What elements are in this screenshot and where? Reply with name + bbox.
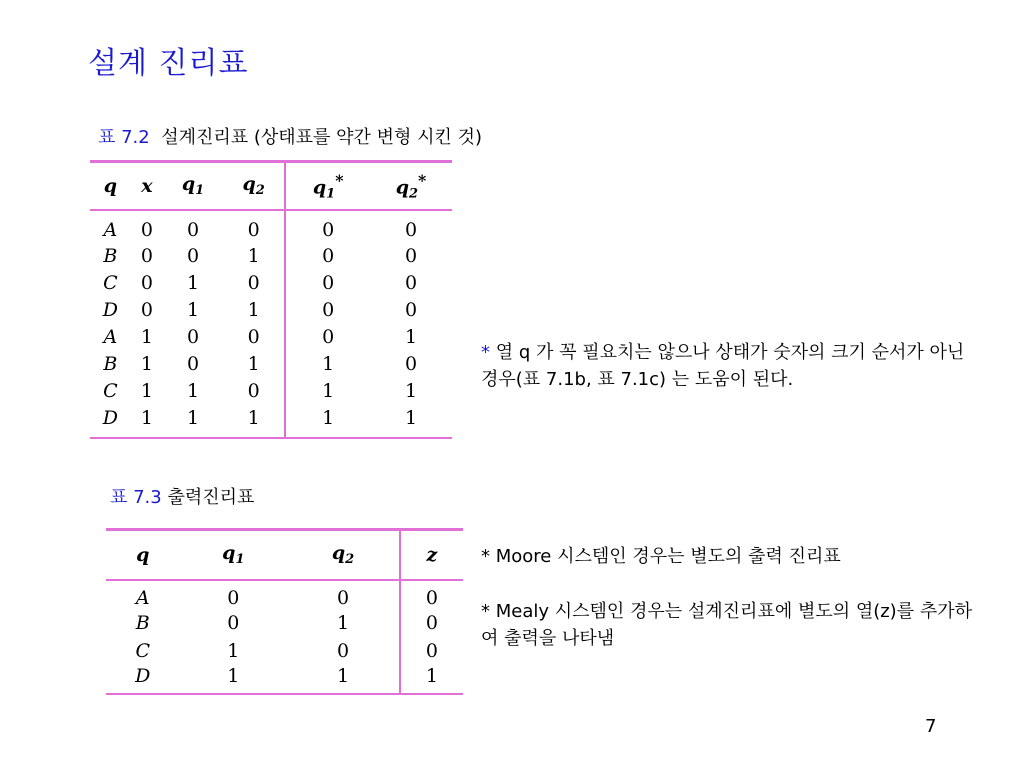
table-header-row	[106, 530, 463, 580]
value-cell: 1	[287, 665, 400, 694]
value-cell: 0	[227, 611, 240, 634]
value-cell: 1	[131, 405, 163, 438]
state-cell: D	[106, 665, 179, 694]
value-cell: 0	[186, 245, 200, 267]
value-cell: 0	[400, 580, 463, 609]
table-row	[90, 243, 452, 270]
value-cell: 1	[285, 405, 370, 438]
table2-caption-text: 출력진리표	[167, 487, 255, 508]
state-cell: B	[103, 353, 118, 375]
value-cell: 0	[247, 272, 260, 294]
value-cell: 0	[140, 272, 153, 294]
value-cell: 0	[285, 243, 370, 270]
value-cell: 0	[285, 324, 370, 351]
value-cell: 1	[140, 326, 153, 348]
state-cell: C	[103, 380, 118, 402]
state-cell: B	[103, 245, 118, 267]
value-cell: 1	[179, 665, 287, 694]
value-cell: 0	[247, 218, 260, 241]
design-truth-table	[90, 160, 452, 439]
table2-caption-number: 표 7.3	[110, 487, 162, 508]
value-cell: 1	[404, 380, 418, 402]
value-cell: 1	[247, 245, 260, 267]
table-row	[106, 637, 463, 665]
value-cell: 1	[140, 380, 153, 402]
table1-caption	[98, 123, 482, 149]
value-cell: 0	[247, 380, 260, 402]
value-cell: 1	[336, 611, 350, 634]
value-cell: 0	[186, 353, 200, 375]
value-cell: 1	[227, 639, 240, 662]
value-cell: 1	[163, 405, 223, 438]
value-cell: 0	[404, 272, 418, 294]
value-cell: 1	[370, 405, 452, 438]
value-cell: 0	[140, 218, 153, 241]
value-cell: 1	[140, 353, 153, 375]
value-cell: 0	[227, 586, 240, 609]
state-cell: D	[90, 405, 131, 438]
value-cell: 0	[400, 637, 463, 665]
output-truth-table	[106, 528, 463, 695]
table1-caption-text: 설계진리표 (상태표를 약간 변형 시킨 것)	[161, 127, 483, 148]
value-cell: 0	[285, 210, 370, 243]
header-q2-next: $q_2^*$	[370, 162, 452, 210]
table2-caption	[110, 483, 254, 509]
state-cell: A	[103, 218, 118, 241]
table-row	[90, 351, 452, 378]
value-cell: 0	[404, 245, 418, 267]
header-q1: $q_1$	[179, 530, 287, 580]
value-cell: 0	[404, 299, 418, 321]
header-q1: $q_1$	[163, 162, 223, 210]
value-cell: 0	[400, 609, 463, 637]
header-q2: $q_2$	[287, 530, 400, 580]
state-cell: A	[135, 586, 150, 609]
table-row	[106, 609, 463, 637]
value-cell: 1	[400, 665, 463, 694]
value-cell: 1	[186, 299, 200, 321]
value-cell: 1	[186, 272, 200, 294]
value-cell: 1	[247, 353, 260, 375]
value-cell: 0	[336, 639, 350, 662]
value-cell: 1	[404, 326, 418, 348]
header-q: q	[106, 530, 179, 580]
table-row	[90, 324, 452, 351]
value-cell: 1	[247, 299, 260, 321]
table-row	[90, 210, 452, 243]
value-cell: 0	[186, 218, 200, 241]
value-cell: 1	[285, 351, 370, 378]
table-header-row	[90, 162, 452, 210]
note1-star: *	[481, 342, 490, 363]
table-row	[106, 580, 463, 609]
value-cell: 0	[404, 353, 418, 375]
value-cell: 0	[140, 299, 153, 321]
value-cell: 0	[404, 218, 418, 241]
header-q: q	[90, 162, 131, 210]
table1-caption-number: 표 7.2	[98, 127, 150, 148]
slide-title: 설계 진리표	[88, 46, 249, 81]
note-mealy: * Mealy 시스템인 경우는 설계진리표에 별도의 열(z)를 추가하여 출력을 나타냄	[481, 601, 972, 649]
value-cell: 0	[247, 326, 260, 348]
value-cell: 1	[285, 378, 370, 405]
value-cell: 0	[285, 297, 370, 324]
state-cell: C	[103, 272, 118, 294]
note-column-q	[481, 339, 981, 393]
note-moore: * Moore 시스템인 경우는 별도의 출력 진리표	[481, 546, 841, 567]
note1-text: 열 q 가 꼭 필요치는 않으나 상태가 숫자의 크기 순서가 아닌 경우(표 7.1b, 표 7.1c) 는 도움이 된다.	[481, 342, 965, 390]
state-cell: B	[135, 611, 150, 634]
header-x: x	[131, 162, 163, 210]
value-cell: 1	[186, 380, 200, 402]
header-q2: $q_2$	[223, 162, 285, 210]
state-cell: A	[103, 326, 118, 348]
value-cell: 0	[140, 245, 153, 267]
header-q1-next: $q_1^*$	[285, 162, 370, 210]
table-row	[90, 378, 452, 405]
table-row	[90, 405, 452, 438]
table-row	[90, 297, 452, 324]
state-cell: C	[135, 639, 150, 662]
value-cell: 1	[223, 405, 285, 438]
table-row	[106, 665, 463, 694]
state-cell: D	[102, 299, 118, 321]
table-row	[90, 270, 452, 297]
value-cell: 0	[285, 270, 370, 297]
page-number: 7	[925, 716, 937, 737]
value-cell: 0	[186, 326, 200, 348]
header-z: z	[400, 530, 463, 580]
value-cell: 0	[336, 586, 350, 609]
